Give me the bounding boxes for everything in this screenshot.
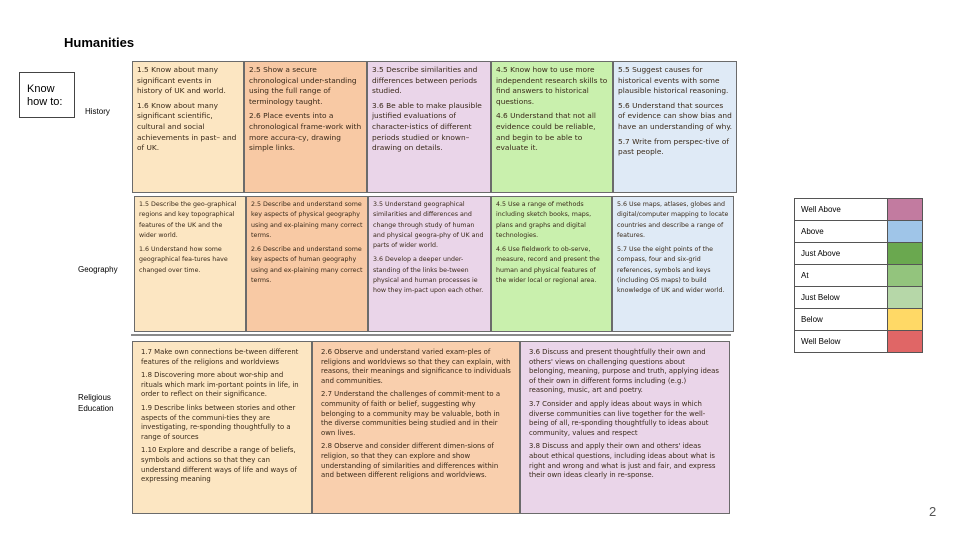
geography-4-para-1: 4.5 Use a range of methods including sketch books, maps, plans and graphs and digital technologies.	[496, 201, 592, 239]
know-how-box: Know how to:	[19, 72, 75, 118]
re-1-para-1: 1.7 Make own connections be-tween different features of the religions and worldviews	[141, 348, 299, 366]
history-grid	[132, 61, 737, 193]
history-5-para-2: 5.6 Understand that sources of evidence can show bias and have an understanding of why.	[618, 100, 732, 131]
legend-row	[795, 243, 923, 265]
legend-swatch	[888, 265, 923, 287]
page-number: 2	[929, 504, 937, 519]
legend-row	[795, 265, 923, 287]
history-cell-4	[491, 61, 613, 193]
history-3-para-2: 3.6 Be able to make plausible justified evaluations of character-istics of different periods studied or known– drawing on details.	[372, 100, 482, 153]
legend-swatch	[888, 199, 923, 221]
re-1-para-4: 1.10 Explore and describe a range of beliefs, symbols and actions so that they can understand different ways of life and ways of expressing meaning	[141, 446, 297, 484]
geography-4-para-2: 4.6 Use fieldwork to ob-serve, measure, record and present the human and physical features of the wider local or regional area.	[496, 246, 600, 285]
legend-label: Just Below	[795, 287, 888, 309]
geography-1-para-2: 1.6 Understand how some geographical fea-tures have changed over time.	[139, 246, 228, 274]
geography-3-para-2: 3.6 Develop a deeper under-standing of the links be-tween physical and human processes ie how they im-pact upon each other.	[373, 256, 484, 295]
re-cell-3	[520, 341, 730, 514]
re-2-para-2: 2.7 Understand the challenges of commit-ment to a community of faith or belief, suggesting why belonging to a community may be valuable, both in the diverse communities being studied and in their own lives.	[321, 390, 501, 437]
history-cell-1	[132, 61, 244, 193]
history-4-para-2: 4.6 Understand that not all evidence could be reliable, and begin to be able to evaluate it.	[496, 111, 596, 153]
re-cell-1	[132, 341, 312, 514]
history-2-para-2: 2.6 Place events into a chronological frame-work with more accura-cy, drawing simple links.	[249, 111, 362, 153]
re-3-para-3: 3.8 Discuss and apply their own and others' ideas about ethical questions, including ideas about what is right and wrong and what is just and fair, and express their own ideas clearly in re-sponse.	[529, 442, 716, 480]
geography-cell-2	[246, 196, 368, 332]
history-cell-5	[613, 61, 737, 193]
row-divider	[131, 334, 731, 336]
legend-row	[795, 331, 923, 353]
geography-2-para-2: 2.6 Describe and understand some key aspects of human geography using and ex-plaining many correct terms.	[251, 246, 363, 285]
re-1-para-3: 1.9 Describe links between stories and other aspects of the communi-ties they are investigating, re-sponding thoughtfully to a range of sources	[141, 403, 296, 441]
geography-cell-1	[134, 196, 246, 332]
history-3-para-1: 3.5 Describe similarities and differences between periods studied.	[372, 65, 478, 96]
geography-2-para-1: 2.5 Describe and understand some key aspects of physical geography using and ex-plaining many correct terms.	[251, 201, 363, 239]
re-3-para-1: 3.6 Discuss and present thoughtfully their own and others' views on challenging questions about belonging, meaning, purpose and truth, applying ideas of their own in different forms including (e.g.) reasoning, music, art and poetry.	[529, 348, 719, 395]
attainment-legend	[794, 198, 923, 353]
history-5-para-3: 5.7 Write from perspec-tive of past people.	[618, 136, 729, 157]
history-5-para-1: 5.5 Suggest causes for historical events with some plausible historical reasoning.	[618, 65, 729, 96]
legend-row	[795, 199, 923, 221]
legend-swatch	[888, 243, 923, 265]
row-label-religious-education: Religious Education	[78, 393, 114, 413]
history-1-para-2: 1.6 Know about many significant scientific, cultural and social achievements in past– and of UK.	[137, 100, 237, 153]
legend-label: Well Below	[795, 331, 888, 353]
row-label-geography: Geography	[78, 265, 118, 274]
re-2-para-1: 2.6 Observe and understand varied exam-ples of religions and worldviews so that they can explain, with reasons, their meanings and significance to individuals and communities.	[321, 348, 511, 385]
re-1-para-2: 1.8 Discovering more about wor-ship and rituals which mark im-portant points in life, in order to reflect on their significance.	[141, 371, 299, 399]
geography-grid	[134, 196, 734, 332]
history-cell-3	[367, 61, 491, 193]
geography-5-para-1: 5.6 Use maps, atlases, globes and digital/computer mapping to locate countries and describe a range of features.	[617, 201, 729, 239]
legend-swatch	[888, 309, 923, 331]
geography-3-para-1: 3.5 Understand geographical similarities and differences and change through study of human and physical geogra-phy of UK and parts of wider world.	[373, 201, 484, 250]
legend-swatch	[888, 287, 923, 309]
history-1-para-1: 1.5 Know about many significant events in history of UK and world.	[137, 65, 226, 96]
geography-cell-5	[612, 196, 734, 332]
re-cell-2	[312, 341, 520, 514]
geography-cell-4	[491, 196, 612, 332]
re-3-para-2: 3.7 Consider and apply ideas about ways in which diverse communities can live together for the well-being of all, re-sponding thoughtfully to ideas about community, values and respect	[529, 399, 709, 437]
legend-swatch	[888, 331, 923, 353]
geography-5-para-2: 5.7 Use the eight points of the compass, four and six-grid references, symbols and keys (including OS maps) to build knowledge of UK and wider world.	[617, 246, 725, 295]
geography-1-para-1: 1.5 Describe the geo-graphical regions and key topographical features of the UK and the wider world.	[139, 201, 237, 239]
re-grid	[132, 341, 730, 514]
legend-label: Just Above	[795, 243, 888, 265]
history-cell-2	[244, 61, 367, 193]
history-4-para-1: 4.5 Know how to use more independent research skills to find answers to historical questions.	[496, 65, 608, 106]
legend-row	[795, 221, 923, 243]
legend-row	[795, 309, 923, 331]
legend-label: Well Above	[795, 199, 888, 221]
re-2-para-3: 2.8 Observe and consider different dimen-sions of religion, so that they can explore and show understanding of similarities and differences within and between different religions and worldviews.	[321, 442, 499, 480]
page-title: Humanities	[64, 35, 135, 50]
legend-swatch	[888, 221, 923, 243]
geography-cell-3	[368, 196, 491, 332]
legend-label: Above	[795, 221, 888, 243]
row-label-history: History	[85, 107, 110, 116]
legend-label: At	[795, 265, 888, 287]
legend-label: Below	[795, 309, 888, 331]
history-2-para-1: 2.5 Show a secure chronological under-standing using the full range of terminology taught.	[249, 65, 357, 106]
legend-row	[795, 287, 923, 309]
